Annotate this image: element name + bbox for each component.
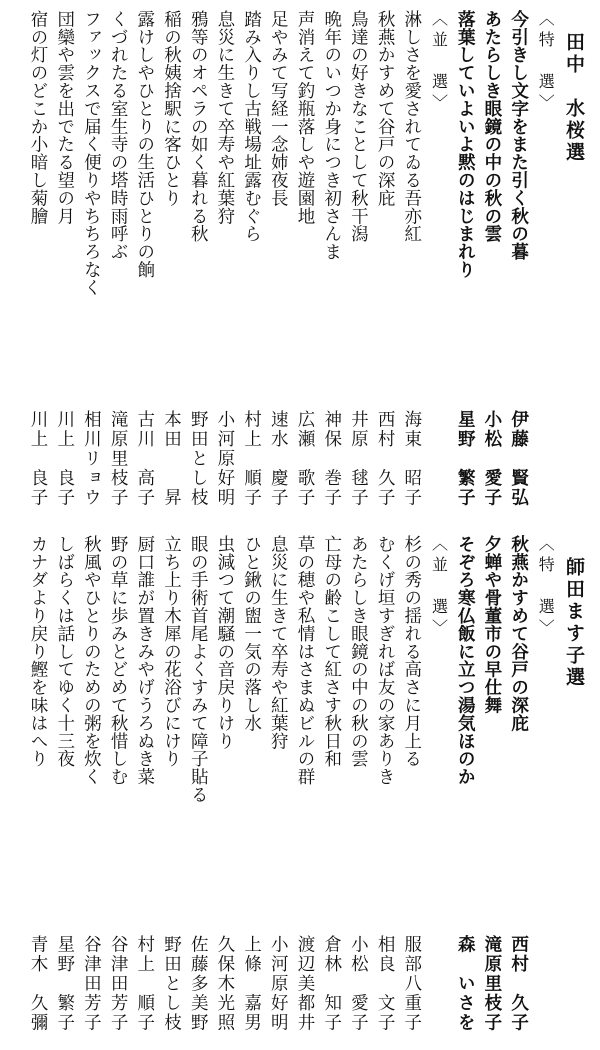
regular-poem: 声消えて釣瓶落しや遊園地: [295, 10, 315, 225]
regular-author: 谷津田芳子: [108, 935, 129, 1033]
special-poem: 今引きし文字をまた引く秋の暮: [508, 10, 529, 261]
regular-author: 滝原里枝子: [108, 410, 129, 508]
regular-poem: 鴉等のオペラの如く暮れる秋: [188, 10, 209, 243]
regular-author: 佐藤多美野: [188, 935, 209, 1033]
regular-poem: 団欒や雲を出でたる望の月: [54, 10, 75, 225]
special-author: 星野 繁子: [455, 410, 476, 508]
regular-author: 小松 愛子: [348, 935, 369, 1033]
regular-poem: くづれたる室生寺の塔時雨呼ぶ: [108, 10, 129, 261]
regular-poem: むくげ垣すぎれば友の家ありき: [375, 535, 396, 786]
special-author: 伊藤 賢弘: [508, 410, 529, 508]
special-poem: 秋燕かすめて谷戸の深庇: [508, 535, 529, 732]
regular-author: 星野 繁子: [54, 935, 75, 1033]
regular-author: 村上 順子: [241, 410, 262, 508]
special-author: 森 いさを: [455, 935, 476, 1033]
regular-poem: 鳥達の好きなことして秋干潟: [348, 10, 369, 243]
regular-poem: あたらしき眼鏡の中の秋の雲: [348, 535, 369, 768]
regular-poem: 宿の灯のどこか小暗し菊膾: [28, 10, 48, 225]
regular-label: 〈並 選〉: [429, 10, 449, 115]
regular-author: 神保 巻子: [321, 410, 342, 508]
regular-author: 本田 昇: [161, 410, 182, 508]
special-label: 〈特 選〉: [536, 535, 556, 640]
regular-label: 〈並 選〉: [429, 535, 449, 640]
regular-author: 青木 久彌: [28, 935, 48, 1033]
special-author: 滝原里枝子: [481, 935, 502, 1033]
regular-poem: 秋燕かすめて谷戸の深庇: [375, 10, 396, 207]
special-author: 小松 愛子: [481, 410, 502, 508]
regular-author: 小河原好明: [268, 935, 289, 1033]
special-poem: 落葉していよいよ黙のはじまれり: [455, 10, 476, 279]
regular-poem: 亡母の齢こして紅さす秋日和: [321, 535, 342, 768]
regular-author: 倉林 知子: [321, 935, 342, 1033]
regular-poem: 息災に生きて卒寿や紅葉狩: [214, 10, 235, 225]
regular-author: 広瀬 歌子: [295, 410, 315, 508]
regular-author: 渡辺美都井: [295, 935, 315, 1033]
regular-author: 相川リョウ: [81, 410, 102, 508]
regular-poem: 野の草に歩みとどめて秋惜しむ: [108, 535, 129, 786]
regular-poem: 厨口誰が置きみやげうろぬき菜: [134, 535, 155, 786]
regular-author: 西村 久子: [375, 410, 396, 508]
regular-poem: 草の穂や私情はさまぬビルの群: [295, 535, 315, 786]
regular-poem: 杉の秀の揺れる高さに月上る: [401, 535, 422, 768]
regular-poem: 晩年のいつか身につき初さんま: [321, 10, 342, 261]
regular-author: 村上 順子: [134, 935, 155, 1033]
regular-author: 谷津田芳子: [81, 935, 102, 1033]
regular-poem: しばらくは話してゆく十三夜: [54, 535, 75, 768]
regular-poem: 眼の手術首尾よくすみて障子貼る: [188, 535, 209, 804]
regular-author: 速水 慶子: [268, 410, 289, 508]
regular-author: 野田とし枝: [188, 410, 209, 508]
regular-poem: 立ち上り木犀の花浴びにけり: [161, 535, 182, 768]
regular-author: 小河原好明: [214, 410, 235, 508]
regular-author: 野田とし枝: [161, 935, 182, 1033]
special-poem: 夕蝉や骨董市の早仕舞: [481, 535, 502, 714]
regular-poem: 淋しさを愛されてゐる吾亦紅: [401, 10, 422, 243]
special-poem: そぞろ寒仏飯に立つ湯気ほのか: [455, 535, 476, 786]
regular-author: 井原 毬子: [348, 410, 369, 508]
regular-poem: 息災に生きて卒寿や紅葉狩: [268, 535, 289, 750]
section-heading: 田中 水桜選: [563, 32, 585, 164]
regular-author: 海東 昭子: [401, 410, 422, 508]
special-label: 〈特 選〉: [536, 10, 556, 115]
section-morota: [0, 525, 600, 1050]
special-author: 西村 久子: [508, 935, 529, 1033]
regular-poem: 秋風やひとりのための粥を炊く: [81, 535, 102, 786]
regular-author: 相良 文子: [375, 935, 396, 1033]
regular-author: 川上 良子: [28, 410, 48, 508]
regular-author: 古川 高子: [134, 410, 155, 508]
special-poem: あたらしき眼鏡の中の秋の雲: [481, 10, 502, 243]
regular-poem: 虫減つて潮騒の音戻りけり: [214, 535, 235, 750]
regular-poem: 踏み入りし古戦場址露むぐら: [241, 10, 262, 243]
regular-poem: カナダより戻り鰹を味はへり: [28, 535, 48, 768]
regular-author: 川上 良子: [54, 410, 75, 508]
regular-poem: 露けしやひとりの生活ひとりの餉: [134, 10, 155, 279]
regular-poem: ファックスで届く便りやちちろなく: [81, 10, 102, 297]
section-heading: 師田ます子選: [563, 557, 585, 689]
regular-poem: 足やみて写経一念姉夜長: [268, 10, 289, 207]
regular-poem: ひと鍬の盥一気の落し水: [241, 535, 262, 732]
regular-poem: 稲の秋姨捨駅に客ひとり: [161, 10, 182, 207]
regular-author: 服部八重子: [401, 935, 422, 1033]
regular-author: 上條 嘉男: [241, 935, 262, 1033]
regular-author: 久保木光照: [214, 935, 235, 1033]
